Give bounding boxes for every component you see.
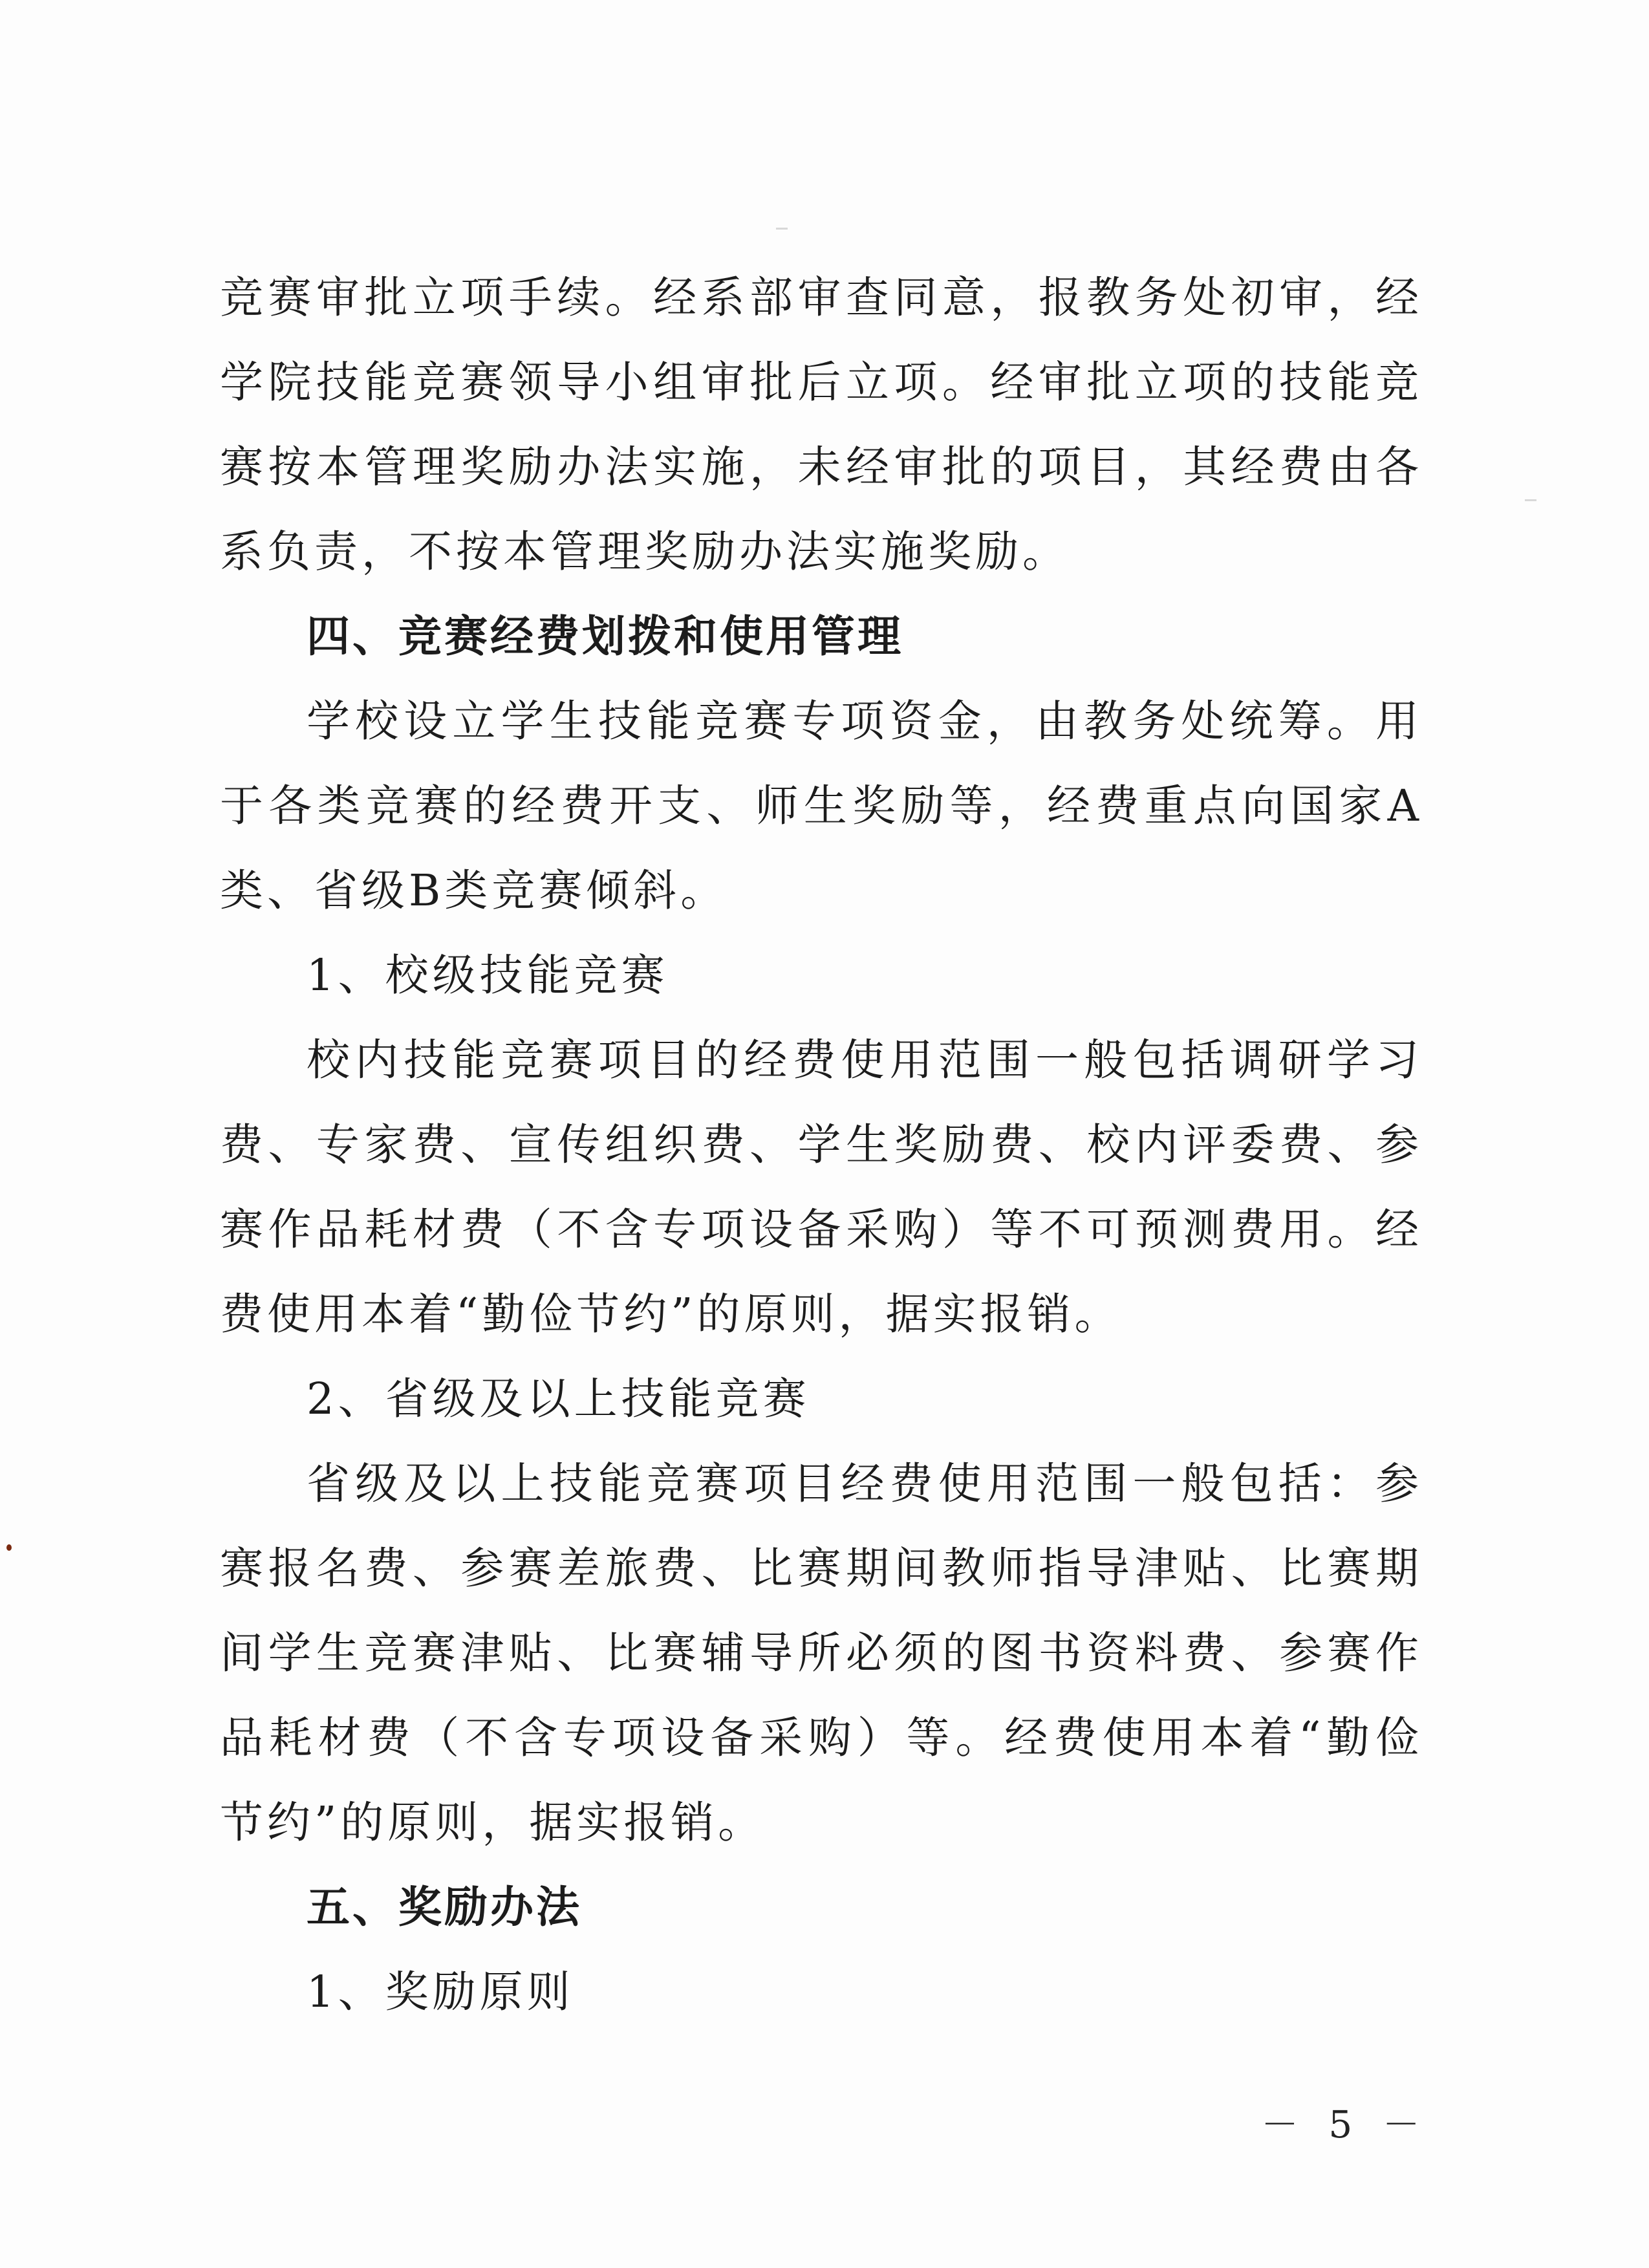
section-heading-5: 五、奖励办法 [307, 1882, 582, 1932]
page-number: － 5 － [1261, 2102, 1429, 2146]
scan-mark [1525, 499, 1536, 501]
document-body [220, 255, 1423, 2035]
paragraph-continuation: 竞赛审批立项手续。经系部审查同意，报教务处初审，经学院技能竞赛领导小组审批后立项。经审批立项的技能竞赛按本管理奖励办法实施，未经审批的项目，其经费由各系负责，不按本管理奖励办法实施奖励。 [220, 272, 1423, 577]
paragraph-provincial-level: 省级及以上技能竞赛项目经费使用范围一般包括：参赛报名费、参赛差旅费、比赛期间教师指导津贴、比赛期间学生竞赛津贴、比赛辅导所必须的图书资料费、参赛作品耗材费（不含专项设备采购）等。经费使用本着“勤俭节约”的原则，据实报销。 [220, 1458, 1423, 1848]
section-heading-4: 四、竞赛经费划拨和使用管理 [307, 611, 903, 662]
paragraph-school-level: 校内技能竞赛项目的经费使用范围一般包括调研学习费、专家费、宣传组织费、学生奖励费、校内评委费、参赛作品耗材费（不含专项设备采购）等不可预测费用。经费使用本着“勤俭节约”的原则，据实报销。 [220, 1035, 1423, 1339]
paragraph-funding: 学校设立学生技能竞赛专项资金，由教务处统筹。用于各类竞赛的经费开支、师生奖励等，经费重点向国家A类、省级B类竞赛倾斜。 [220, 696, 1423, 916]
scan-speck [6, 1544, 12, 1551]
subheading-school-level: 1、校级技能竞赛 [307, 950, 669, 1000]
subheading-reward-principle: 1、奖励原则 [307, 1967, 574, 2017]
subheading-provincial-level: 2、省级及以上技能竞赛 [307, 1374, 810, 1424]
scan-mark [776, 228, 788, 230]
